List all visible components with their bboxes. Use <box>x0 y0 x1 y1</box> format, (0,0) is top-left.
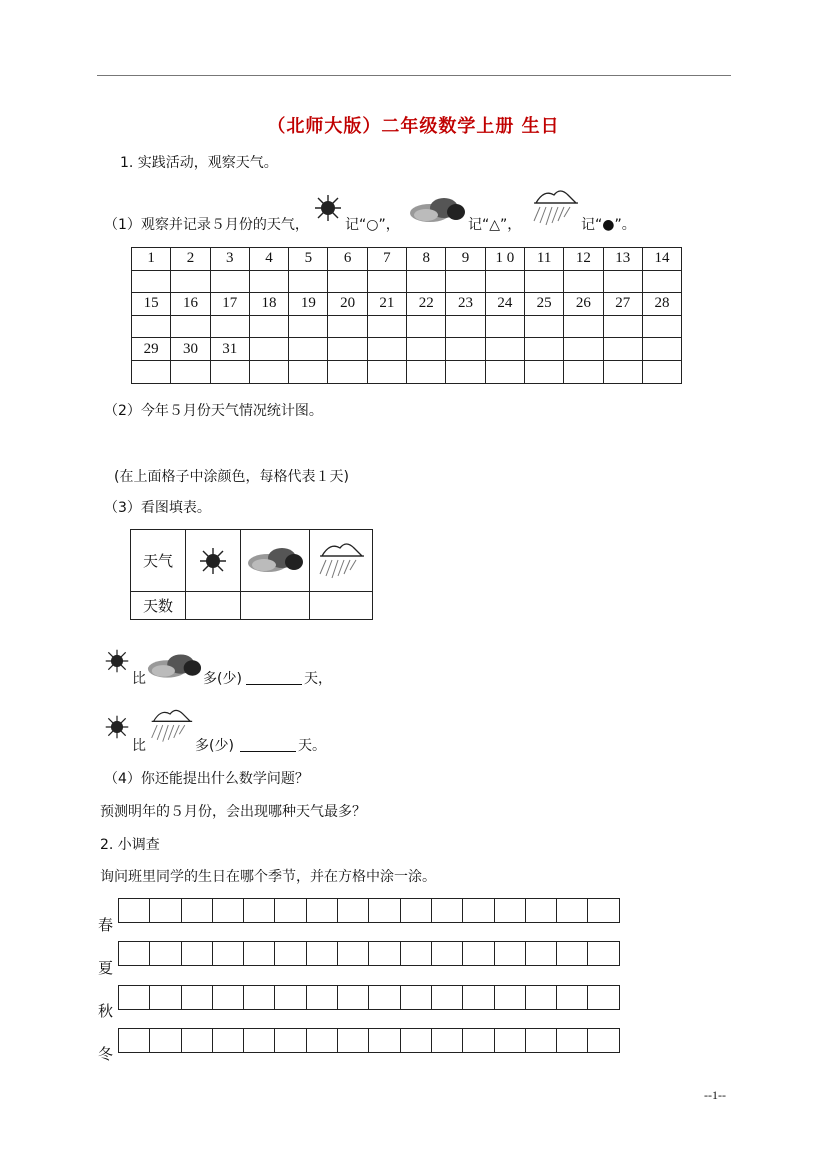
days-header: 天数 <box>131 592 186 620</box>
record-cell[interactable] <box>446 360 485 383</box>
calendar-day: 12 <box>564 248 603 271</box>
record-cell[interactable] <box>524 270 563 293</box>
season-label-summer: 夏 <box>98 959 114 977</box>
record-cell[interactable] <box>446 270 485 293</box>
calendar-day: 11 <box>524 248 563 271</box>
calendar-day: 23 <box>446 293 485 316</box>
calendar-day: 13 <box>603 248 642 271</box>
record-cell[interactable] <box>407 338 446 361</box>
record-cell[interactable] <box>249 360 288 383</box>
season-label-spring: 春 <box>98 916 114 934</box>
calendar-day: 19 <box>289 293 328 316</box>
summer-grid[interactable] <box>118 941 620 966</box>
record-cell[interactable] <box>289 270 328 293</box>
sun-icon <box>186 530 241 592</box>
winter-grid[interactable] <box>118 1028 620 1053</box>
compare1-tail: 多(少) <box>203 671 242 687</box>
calendar-day: 9 <box>446 248 485 271</box>
calendar-day: 16 <box>171 293 210 316</box>
record-cell[interactable] <box>524 338 563 361</box>
record-cell[interactable] <box>446 315 485 338</box>
cloud-icon <box>408 196 466 226</box>
calendar-day: 18 <box>249 293 288 316</box>
season-label-autumn: 秋 <box>98 1002 114 1020</box>
calendar-day: 2 <box>171 248 210 271</box>
record-cell[interactable] <box>603 360 642 383</box>
record-cell[interactable] <box>524 360 563 383</box>
record-cell[interactable] <box>564 315 603 338</box>
record-cell[interactable] <box>564 270 603 293</box>
question-1-heading: 1. 实践活动，观察天气。 <box>120 155 278 171</box>
predict-question: 预测明年的５月份，会出现哪种天气最多？ <box>100 804 366 820</box>
sun-icon <box>104 714 130 744</box>
cloud-icon <box>241 530 310 592</box>
cloud-icon <box>146 652 202 686</box>
compare1-bi: 比 <box>132 671 146 687</box>
part4-label: （4）你还能提出什么数学问题？ <box>104 771 309 787</box>
record-cell[interactable] <box>249 270 288 293</box>
calendar-day: 24 <box>485 293 524 316</box>
record-cell[interactable] <box>603 338 642 361</box>
part2-label: （2）今年５月份天气情况统计图。 <box>104 403 323 419</box>
part1-prefix: （1）观察并记录５月份的天气， <box>104 217 309 233</box>
sun-days-cell[interactable] <box>186 592 241 620</box>
autumn-grid[interactable] <box>118 985 620 1010</box>
record-cell[interactable] <box>603 270 642 293</box>
calendar-day: 1 0 <box>485 248 524 271</box>
calendar-day: 8 <box>407 248 446 271</box>
sun-icon <box>104 648 130 678</box>
calendar-day: 1 <box>132 248 171 271</box>
record-cell[interactable] <box>642 270 681 293</box>
coloring-note: (在上面格子中涂颜色，每格代表１天) <box>114 469 349 485</box>
may-calendar-grid <box>131 247 682 384</box>
rain-days-cell[interactable] <box>310 592 373 620</box>
calendar-day: 17 <box>210 293 249 316</box>
record-cell[interactable] <box>328 360 367 383</box>
calendar-day: 21 <box>367 293 406 316</box>
record-cell[interactable] <box>485 270 524 293</box>
compare2-tail: 多(少) <box>195 738 234 754</box>
record-cell[interactable] <box>210 360 249 383</box>
rain-mark-text: 记“●”。 <box>581 217 636 233</box>
part3-label: （3）看图填表。 <box>104 500 211 516</box>
calendar-day: 29 <box>132 338 171 361</box>
record-cell[interactable] <box>642 360 681 383</box>
calendar-day: 30 <box>171 338 210 361</box>
record-cell[interactable] <box>171 360 210 383</box>
calendar-day: 4 <box>249 248 288 271</box>
calendar-day: 27 <box>603 293 642 316</box>
rain-icon <box>530 187 580 229</box>
cloud-mark-text: 记“△”， <box>468 217 522 233</box>
record-cell[interactable] <box>328 338 367 361</box>
record-cell[interactable] <box>524 315 563 338</box>
compare1-blank[interactable] <box>246 670 302 685</box>
record-cell[interactable] <box>249 338 288 361</box>
record-cell[interactable] <box>485 315 524 338</box>
record-cell[interactable] <box>171 315 210 338</box>
record-cell[interactable] <box>210 315 249 338</box>
header-rule <box>97 75 731 76</box>
record-cell[interactable] <box>132 315 171 338</box>
rain-icon <box>148 706 194 750</box>
record-cell[interactable] <box>642 315 681 338</box>
record-cell[interactable] <box>249 315 288 338</box>
calendar-day: 5 <box>289 248 328 271</box>
record-cell[interactable] <box>603 315 642 338</box>
calendar-day: 3 <box>210 248 249 271</box>
record-cell[interactable] <box>407 315 446 338</box>
question-2-heading: 2. 小调查 <box>100 837 160 853</box>
season-label-winter: 冬 <box>98 1045 114 1063</box>
weather-tally-table <box>130 529 373 620</box>
record-cell[interactable] <box>485 338 524 361</box>
record-cell[interactable] <box>367 315 406 338</box>
record-cell[interactable] <box>407 270 446 293</box>
rain-icon <box>310 530 373 592</box>
weather-header: 天气 <box>131 530 186 592</box>
record-cell[interactable] <box>564 338 603 361</box>
record-cell[interactable] <box>328 315 367 338</box>
calendar-day: 25 <box>524 293 563 316</box>
calendar-day: 28 <box>642 293 681 316</box>
record-cell[interactable] <box>367 360 406 383</box>
calendar-day: 22 <box>407 293 446 316</box>
calendar-day: 6 <box>328 248 367 271</box>
record-cell[interactable] <box>289 360 328 383</box>
page-title: （北师大版）二年级数学上册 生日 <box>267 116 560 137</box>
compare2-end: 天。 <box>298 738 326 754</box>
sun-mark-text: 记“○”， <box>345 217 400 233</box>
record-cell[interactable] <box>407 360 446 383</box>
record-cell[interactable] <box>289 315 328 338</box>
spring-grid[interactable] <box>118 898 620 923</box>
sun-icon <box>313 193 343 223</box>
record-cell[interactable] <box>367 270 406 293</box>
record-cell[interactable] <box>132 270 171 293</box>
calendar-day: 26 <box>564 293 603 316</box>
record-cell[interactable] <box>210 270 249 293</box>
cloud-days-cell[interactable] <box>241 592 310 620</box>
compare1-end: 天， <box>304 671 332 687</box>
record-cell[interactable] <box>289 338 328 361</box>
record-cell[interactable] <box>328 270 367 293</box>
record-cell[interactable] <box>485 360 524 383</box>
calendar-day: 31 <box>210 338 249 361</box>
record-cell[interactable] <box>564 360 603 383</box>
calendar-day: 15 <box>132 293 171 316</box>
record-cell[interactable] <box>132 360 171 383</box>
compare2-bi: 比 <box>132 738 146 754</box>
calendar-day: 7 <box>367 248 406 271</box>
survey-instruction: 询问班里同学的生日在哪个季节，并在方格中涂一涂。 <box>100 869 436 885</box>
page-number: --1-- <box>704 1088 726 1102</box>
record-cell[interactable] <box>171 270 210 293</box>
record-cell[interactable] <box>367 338 406 361</box>
calendar-day: 20 <box>328 293 367 316</box>
record-cell[interactable] <box>642 338 681 361</box>
compare2-blank[interactable] <box>240 737 296 752</box>
record-cell[interactable] <box>446 338 485 361</box>
calendar-day: 14 <box>642 248 681 271</box>
